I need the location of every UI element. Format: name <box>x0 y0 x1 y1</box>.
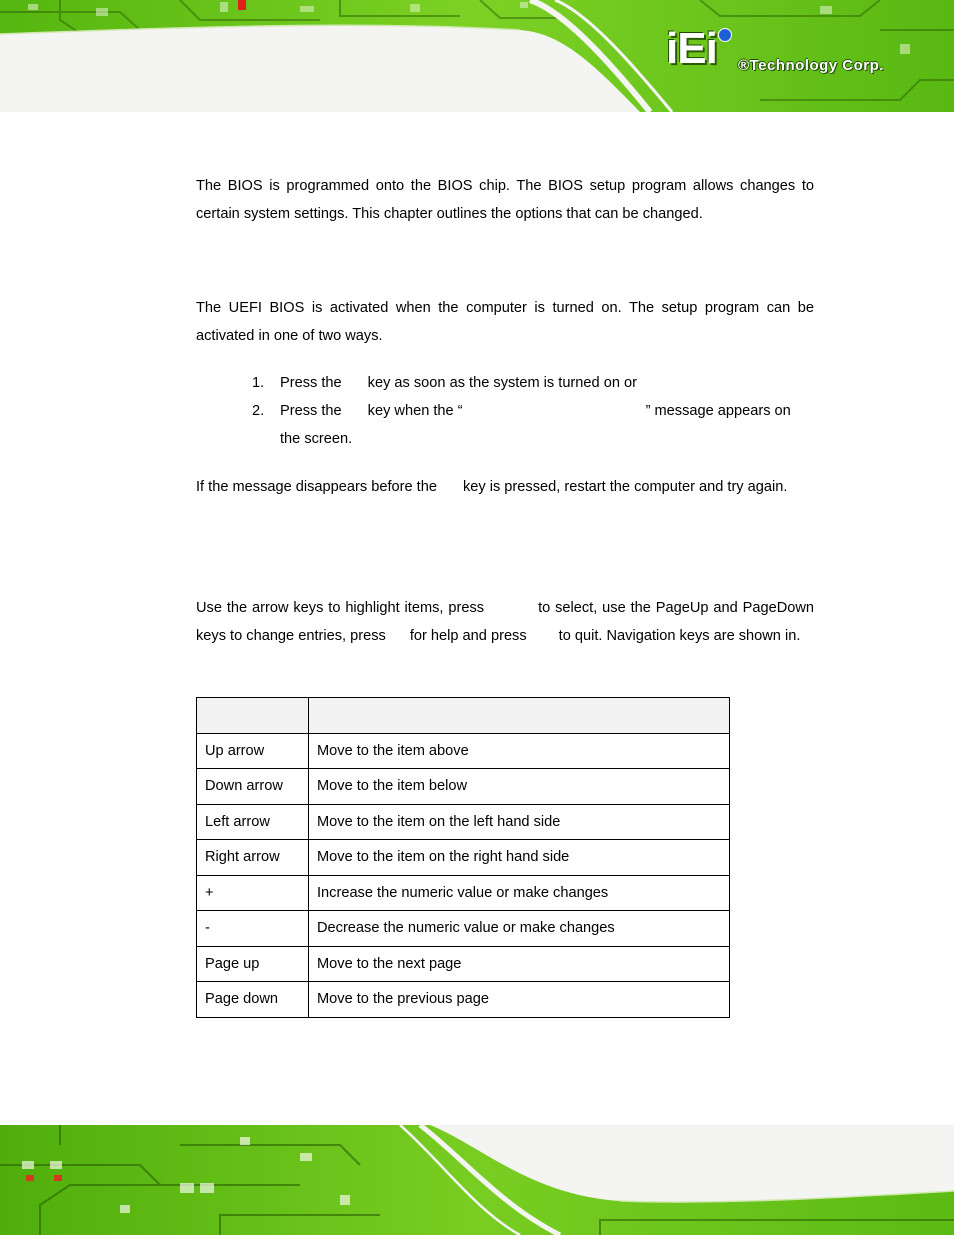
usage-paragraph <box>196 594 814 650</box>
circuit-board-image <box>0 1125 954 1235</box>
table-row <box>197 946 730 982</box>
function-cell: Move to the item on the right hand side <box>309 840 730 876</box>
table-row <box>197 911 730 947</box>
table-row <box>197 733 730 769</box>
function-cell: Move to the item on the left hand side <box>309 804 730 840</box>
table-row <box>197 804 730 840</box>
footer-banner <box>0 1125 954 1235</box>
list-number: 1. <box>252 375 265 391</box>
list-text <box>280 369 637 397</box>
function-cell: Move to the item below <box>309 769 730 805</box>
function-cell: Increase the numeric value or make changes <box>309 875 730 911</box>
logo-text: ®Technology Corp. <box>738 57 884 74</box>
intro-paragraph: The BIOS is programmed onto the BIOS chip. The BIOS setup program allows changes to certain system settings. This chapter outlines the options that can be changed. <box>196 178 814 222</box>
list-text-part: Press the <box>280 403 342 419</box>
key-cell: + <box>197 875 309 911</box>
key-cell: Right arrow <box>197 840 309 876</box>
starting-paragraph: The UEFI BIOS is activated when the computer is turned on. The setup program can be activated in one of two ways. <box>196 300 814 344</box>
list-number: 2. <box>252 403 265 419</box>
key-cell: Up arrow <box>197 733 309 769</box>
table-row <box>197 875 730 911</box>
usage-text: to quit. Navigation keys are shown in. <box>558 628 801 644</box>
list-item <box>252 397 814 453</box>
key-cell: Left arrow <box>197 804 309 840</box>
usage-text: Use the arrow keys to highlight items, press <box>196 600 485 616</box>
retry-text: If the message disappears before the <box>196 479 437 495</box>
logo-dot-icon <box>718 28 732 42</box>
company-logo <box>666 26 946 86</box>
function-cell: Move to the next page <box>309 946 730 982</box>
function-cell: Decrease the numeric value or make changes <box>309 911 730 947</box>
navigation-keys-table <box>196 697 730 1018</box>
usage-text: to select, use the PageUp and PageDown keys to change entries, press <box>196 600 814 644</box>
key-cell: Down arrow <box>197 769 309 805</box>
retry-text: key is pressed, restart the computer and try again. <box>462 479 788 495</box>
list-text-part: Press the <box>280 375 342 391</box>
list-text-part: ” message appears on <box>645 403 791 419</box>
key-cell: - <box>197 911 309 947</box>
list-text-part: key as soon as the system is turned on or <box>367 375 637 391</box>
list-text-continued: the screen. <box>280 431 353 447</box>
table-row <box>197 840 730 876</box>
table-header-row <box>197 698 730 734</box>
table-row <box>197 982 730 1018</box>
retry-paragraph <box>196 473 814 501</box>
list-text-part: key when the “ <box>367 403 463 419</box>
table-header-cell <box>197 698 309 734</box>
header-banner <box>0 0 954 112</box>
table-row <box>197 769 730 805</box>
table-header-cell <box>309 698 730 734</box>
function-cell: Move to the item above <box>309 733 730 769</box>
key-cell: Page up <box>197 946 309 982</box>
usage-text: for help and press <box>409 628 527 644</box>
list-text <box>280 397 814 425</box>
function-cell: Move to the previous page <box>309 982 730 1018</box>
key-cell: Page down <box>197 982 309 1018</box>
logo-mark: iEi <box>666 24 717 73</box>
